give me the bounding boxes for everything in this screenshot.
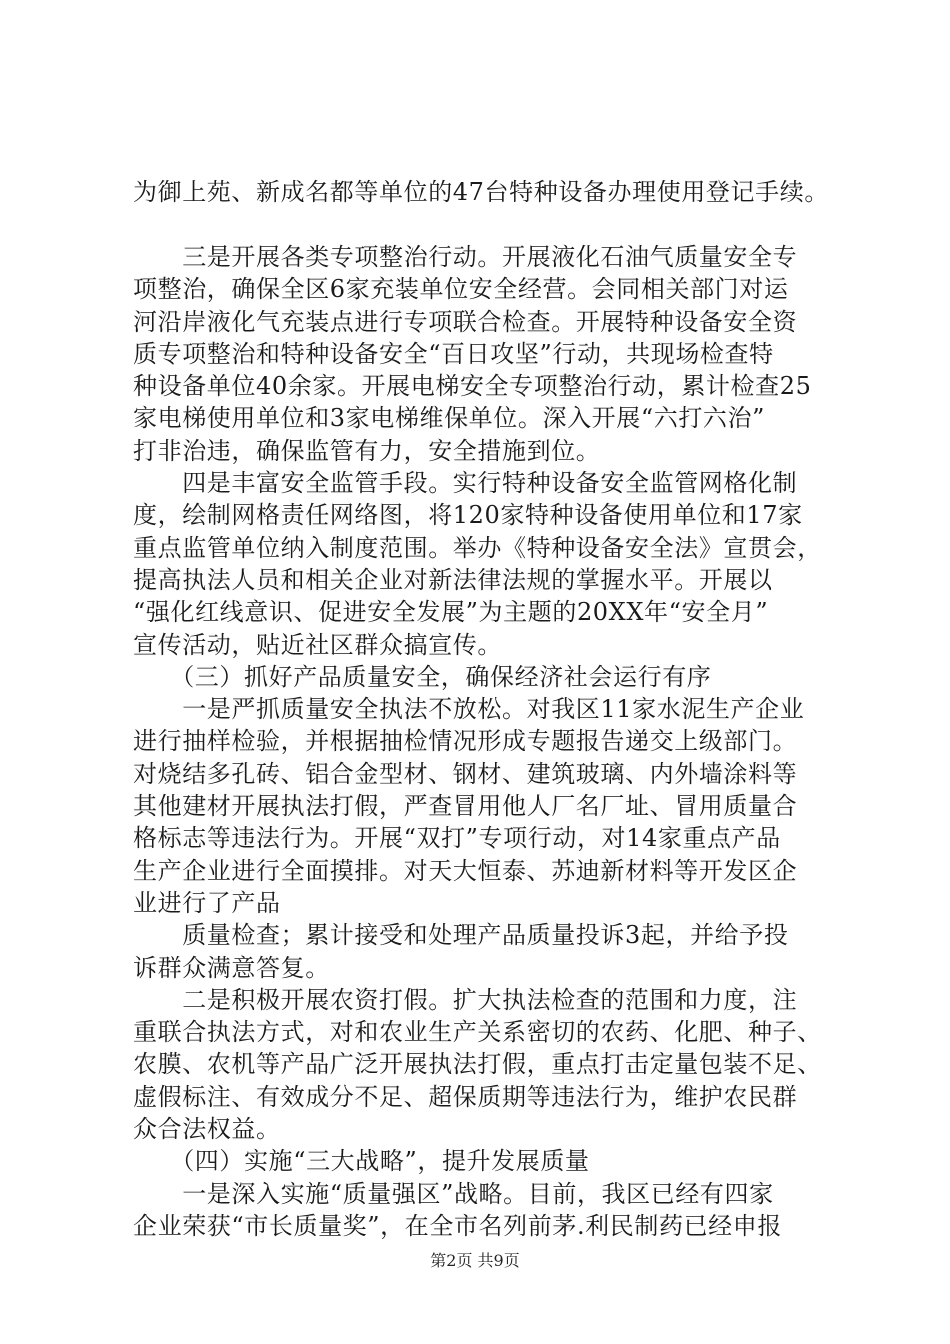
text-line: 打非治违，确保监管有力，安全措施到位。 [133, 436, 601, 465]
text-line: 家电梯使用单位和3家电梯维保单位。深入开展“六打六治” [133, 404, 766, 433]
text-line: （四）实施“三大战略”，提升发展质量 [133, 1147, 590, 1176]
text-line: 一是严抓质量安全执法不放松。对我区11家水泥生产企业 [133, 695, 805, 724]
text-line: 格标志等违法行为。开展“双打”专项行动，对14家重点产品 [133, 824, 781, 853]
text-line: 虚假标注、有效成分不足、超保质期等违法行为，维护农民群 [133, 1082, 798, 1111]
text-line: 众合法权益。 [133, 1115, 281, 1144]
text-line: 农膜、农机等产品广泛开展执法打假，重点打击定量包装不足、 [133, 1050, 822, 1079]
text-line: 三是开展各类专项整治行动。开展液化石油气质量安全专 [133, 243, 798, 271]
text-line: 度，绘制网格责任网络图，将120家特种设备使用单位和17家 [133, 501, 803, 530]
text-line: 质专项整治和特种设备安全“百日攻坚”行动，共现场检查特 [133, 339, 774, 368]
text-line: 河沿岸液化气充装点进行专项联合检查。开展特种设备安全资 [133, 307, 798, 336]
text-line: “强化红线意识、促进安全发展”为主题的20XX年“安全月” [133, 598, 769, 627]
text-line: 一是深入实施“质量强区”战略。目前，我区已经有四家 [133, 1179, 774, 1208]
paragraph-block-main [133, 241, 833, 1242]
text-line: 企业荣获“市长质量奖”，在全市名列前茅.利民制药已经申报 [133, 1211, 782, 1240]
page-footer: 第2页 共9页 [430, 1251, 520, 1270]
text-line: 项整治，确保全区6家充装单位安全经营。会同相关部门对运 [133, 275, 789, 304]
text-line: 进行抽样检验，并根据抽检情况形成专题报告递交上级部门。 [133, 727, 798, 756]
text-line: 提高执法人员和相关企业对新法律法规的掌握水平。开展以 [133, 565, 773, 594]
paragraph-block-top [133, 176, 833, 208]
text-line: 重联合执法方式，对和农业生产关系密切的农药、化肥、种子、 [133, 1018, 822, 1047]
text-line: 二是积极开展农资打假。扩大执法检查的范围和力度，注 [133, 985, 798, 1014]
text-line: 生产企业进行全面摸排。对天大恒泰、苏迪新材料等开发区企 [133, 856, 798, 885]
text-line: 对烧结多孔砖、铝合金型材、钢材、建筑玻璃、内外墙涂料等 [133, 759, 798, 788]
text-line: 宣传活动，贴近社区群众搞宣传。 [133, 630, 502, 659]
text-line: 业进行了产品 [133, 888, 281, 917]
text-line: （三）抓好产品质量安全，确保经济社会运行有序 [133, 662, 712, 691]
text-line: 重点监管单位纳入制度范围。举办《特种设备安全法》宣贯会， [133, 533, 822, 562]
text-line: 为御上苑、新成名都等单位的47台特种设备办理使用登记手续。 [133, 178, 829, 206]
text-line: 种设备单位40余家。开展电梯安全专项整治行动，累计检查25 [133, 372, 812, 401]
text-line: 质量检查；累计接受和处理产品质量投诉3起，并给予投 [133, 921, 789, 950]
text-line: 其他建材开展执法打假，严查冒用他人厂名厂址、冒用质量合 [133, 792, 798, 821]
text-line: 四是丰富安全监管手段。实行特种设备安全监管网格化制 [133, 469, 798, 498]
text-line: 诉群众满意答复。 [133, 953, 330, 982]
